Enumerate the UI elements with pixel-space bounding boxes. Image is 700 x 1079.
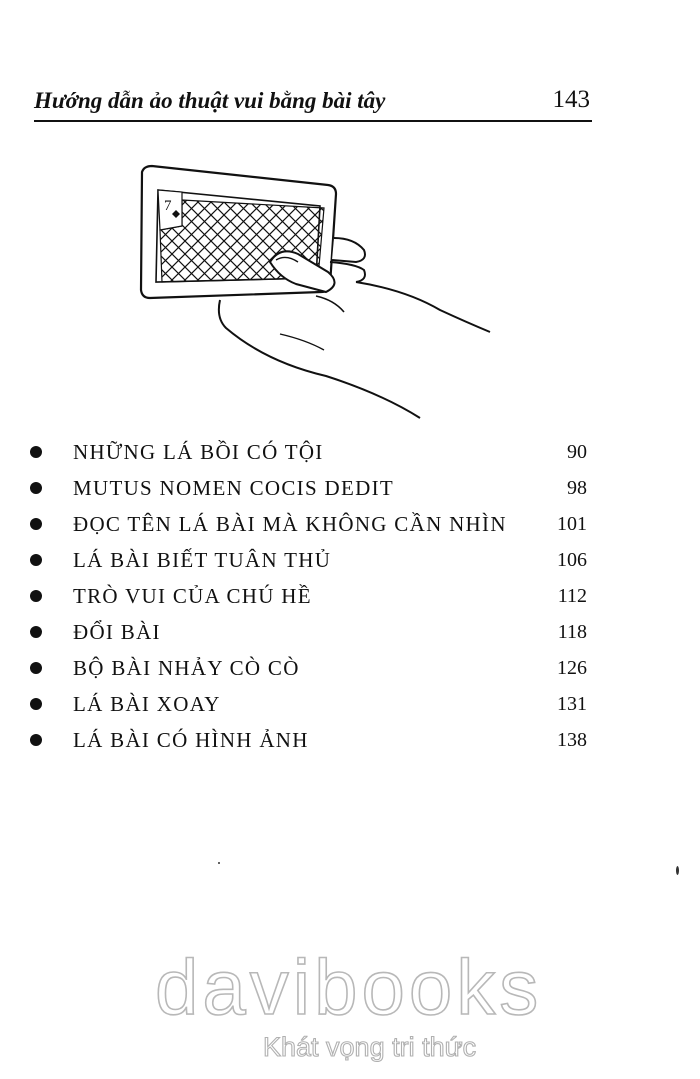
print-speck	[218, 862, 220, 864]
toc-entry-title: ĐỔI BÀI	[73, 620, 161, 644]
toc-entry[interactable]	[28, 686, 590, 722]
toc-entry-title: LÁ BÀI XOAY	[73, 692, 221, 716]
toc-entry-page: 112	[557, 585, 587, 607]
toc-entry[interactable]	[28, 434, 590, 470]
toc-entry-page: 118	[557, 621, 587, 643]
hand-holding-card-deck-icon	[120, 150, 510, 440]
bullet-icon	[30, 554, 42, 566]
toc-entry-title: LÁ BÀI BIẾT TUÂN THỦ	[73, 548, 332, 572]
toc-entry-page: 90	[567, 441, 587, 463]
toc-entry-title: NHỮNG LÁ BỒI CÓ TỘI	[73, 440, 324, 464]
toc-entry-title: LÁ BÀI CÓ HÌNH ẢNH	[73, 728, 309, 752]
toc-entry-page: 101	[557, 513, 587, 535]
toc-entry-page: 138	[557, 729, 587, 751]
toc-entry-title: TRÒ VUI CỦA CHÚ HỀ	[73, 584, 312, 608]
toc-entry[interactable]	[28, 578, 590, 614]
toc-entry-title: MUTUS NOMEN COCIS DEDIT	[73, 476, 394, 500]
toc-entry[interactable]	[28, 614, 590, 650]
bullet-icon	[30, 518, 42, 530]
bullet-icon	[30, 734, 42, 746]
table-of-contents	[28, 434, 590, 758]
watermark-logo: davibooks	[155, 943, 543, 1031]
toc-entry-page: 106	[557, 549, 587, 571]
print-speck	[676, 866, 679, 875]
running-header	[34, 84, 592, 122]
toc-entry[interactable]	[28, 650, 590, 686]
toc-entry[interactable]	[28, 470, 590, 506]
card-corner-rank: 7	[164, 198, 172, 214]
watermark	[155, 943, 575, 1068]
toc-entry-title: BỘ BÀI NHẢY CÒ CÒ	[73, 656, 300, 680]
hand-outline	[219, 300, 420, 418]
page-number: 143	[552, 86, 590, 113]
toc-entry-page: 126	[557, 657, 587, 679]
running-header-title: Hướng dẫn ảo thuật vui bằng bài tây	[34, 88, 386, 113]
bullet-icon	[30, 626, 42, 638]
bullet-icon	[30, 482, 42, 494]
toc-entry-title: ĐỌC TÊN LÁ BÀI MÀ KHÔNG CẦN NHÌN	[73, 512, 507, 536]
toc-entry-page: 131	[557, 693, 587, 715]
toc-entry[interactable]	[28, 722, 590, 758]
toc-entry-page: 98	[567, 477, 587, 499]
watermark-slogan: Khát vọng tri thức	[263, 1032, 477, 1062]
bullet-icon	[30, 698, 42, 710]
bullet-icon	[30, 662, 42, 674]
toc-entry[interactable]	[28, 506, 590, 542]
bullet-icon	[30, 446, 42, 458]
bullet-icon	[30, 590, 42, 602]
toc-entry[interactable]	[28, 542, 590, 578]
